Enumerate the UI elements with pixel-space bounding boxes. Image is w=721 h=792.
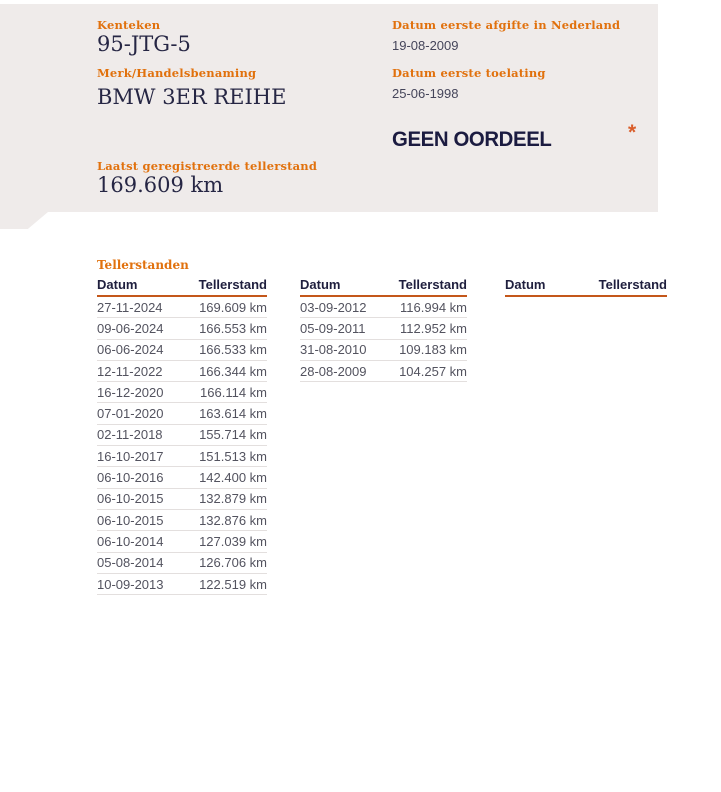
table-row — [300, 340, 467, 361]
oordeel-footnote-link[interactable]: * — [628, 121, 637, 144]
meter-reading-value: 112.952 km — [400, 320, 467, 336]
column-header-tellerstand: Tellerstand — [398, 277, 467, 292]
meter-reading-date: 27-11-2024 — [97, 299, 163, 315]
kenteken-label: Kenteken — [97, 18, 161, 32]
table-row — [97, 425, 267, 446]
panel-corner-tail — [0, 212, 48, 229]
meter-reading-value: 104.257 km — [399, 363, 467, 379]
meter-reading-date: 05-09-2011 — [300, 320, 366, 336]
table-body — [300, 297, 467, 382]
meter-reading-value: 132.879 km — [199, 491, 267, 507]
merk-value: BMW 3ER REIHE — [97, 85, 287, 109]
meter-reading-date: 06-10-2014 — [97, 533, 164, 549]
column-header-tellerstand: Tellerstand — [198, 277, 267, 292]
table-row — [300, 361, 467, 382]
oordeel-status: GEEN OORDEEL — [392, 128, 552, 151]
table-row — [300, 297, 467, 318]
meter-reading-value: 166.533 km — [199, 342, 267, 358]
meter-reading-date: 06-10-2016 — [97, 470, 164, 486]
table-row — [97, 574, 267, 595]
meter-reading-value: 116.994 km — [400, 299, 467, 315]
meter-reading-date: 06-10-2015 — [97, 512, 164, 528]
table-row — [97, 489, 267, 510]
meter-reading-date: 16-12-2020 — [97, 384, 164, 400]
meter-reading-value: 142.400 km — [199, 470, 267, 486]
meter-reading-value: 127.039 km — [199, 533, 267, 549]
meter-reading-date: 28-08-2009 — [300, 363, 367, 379]
meter-reading-value: 166.114 km — [200, 384, 267, 400]
column-header-datum: Datum — [97, 277, 138, 292]
table-row — [97, 510, 267, 531]
table-row — [97, 467, 267, 488]
merk-label: Merk/Handelsbenaming — [97, 66, 257, 80]
toelating-value: 25-06-1998 — [392, 86, 459, 101]
table-row — [97, 531, 267, 552]
tellerstanden-table-3 — [505, 277, 667, 297]
table-header — [97, 277, 267, 297]
column-header-datum: Datum — [505, 277, 546, 292]
meter-reading-date: 31-08-2010 — [300, 342, 367, 358]
table-row — [97, 340, 267, 361]
table-row — [97, 446, 267, 467]
table-header — [505, 277, 667, 297]
column-header-datum: Datum — [300, 277, 341, 292]
meter-reading-date: 03-09-2012 — [300, 299, 367, 315]
laatste-tellerstand-value: 169.609 km — [97, 173, 224, 197]
table-row — [97, 553, 267, 574]
laatste-tellerstand-label: Laatst geregistreerde tellerstand — [97, 159, 318, 173]
meter-reading-value: 169.609 km — [199, 299, 267, 315]
afgifte-value: 19-08-2009 — [392, 38, 459, 53]
meter-reading-date: 05-08-2014 — [97, 555, 164, 571]
meter-reading-date: 09-06-2024 — [97, 320, 164, 336]
table-row — [97, 361, 267, 382]
meter-reading-date: 02-11-2018 — [97, 427, 163, 443]
afgifte-label: Datum eerste afgifte in Nederland — [392, 18, 621, 32]
table-header — [300, 277, 467, 297]
meter-reading-date: 16-10-2017 — [97, 448, 164, 464]
table-row — [97, 318, 267, 339]
meter-reading-date: 12-11-2022 — [97, 363, 163, 379]
table-row — [97, 403, 267, 424]
kenteken-value: 95-JTG-5 — [97, 32, 191, 56]
column-header-tellerstand: Tellerstand — [598, 277, 667, 292]
table-row — [97, 297, 267, 318]
meter-reading-value: 122.519 km — [199, 576, 267, 592]
meter-reading-value: 126.706 km — [199, 555, 267, 571]
meter-reading-value: 166.553 km — [199, 320, 267, 336]
tellerstanden-table-2 — [300, 277, 467, 382]
meter-reading-date: 10-09-2013 — [97, 576, 164, 592]
tellerstanden-table-1 — [97, 277, 267, 595]
tellerstanden-heading: Tellerstanden — [97, 258, 189, 272]
meter-reading-date: 07-01-2020 — [97, 406, 164, 422]
meter-reading-value: 155.714 km — [199, 427, 267, 443]
meter-reading-value: 132.876 km — [199, 512, 267, 528]
meter-reading-date: 06-06-2024 — [97, 342, 164, 358]
meter-reading-value: 109.183 km — [399, 342, 467, 358]
table-body — [97, 297, 267, 595]
toelating-label: Datum eerste toelating — [392, 66, 546, 80]
meter-reading-date: 06-10-2015 — [97, 491, 164, 507]
meter-reading-value: 163.614 km — [199, 406, 267, 422]
meter-reading-value: 151.513 km — [199, 448, 267, 464]
meter-reading-value: 166.344 km — [199, 363, 267, 379]
table-row — [97, 382, 267, 403]
table-row — [300, 318, 467, 339]
